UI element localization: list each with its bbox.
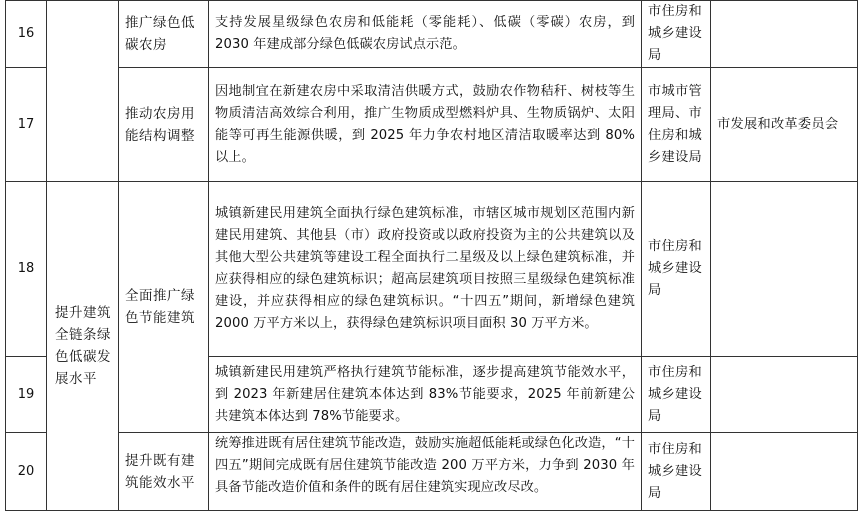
category-cell: 提升建筑全链条绿色低碳发展水平	[47, 182, 119, 511]
lead-dept-cell: 市住房和城乡建设局	[642, 433, 711, 511]
table-row	[6, 433, 858, 511]
content-cell: 城镇新建民用建筑全面执行绿色建筑标准，市辖区城市规划区范围内新建民用建筑、其他县（市）政府投资或以政府投资为主的公共建筑以及其他大型公共建筑等建设工程全面执行二星级及以上绿色建筑标准，并应获得相应的绿色建筑标识；超高层建筑项目按照三星级绿色建筑标准建设，并应获得相应的绿色建筑标识。“十四五”期间，新增绿色建筑 2000 万平方米以上，获得绿色建筑标识项目面积 30 万平方米。	[209, 182, 642, 357]
lead-dept-cell: 市住房和城乡建设局	[642, 357, 711, 433]
row-number: 18	[6, 182, 47, 357]
task-cell: 提升既有建筑能效水平	[119, 433, 209, 511]
row-number: 16	[6, 1, 47, 68]
policy-table-wrapper	[5, 0, 858, 511]
content-cell-text: 统筹推进既有居住建筑节能改造，鼓励实施超低能耗或绿色化改造，“十四五”期间完成既有居住建筑节能改造 200 万平方米，力争到 2030 年具备节能改造价值和条件的既有居住建筑实现应改尽改。	[215, 436, 635, 495]
content-cell: 城镇新建民用建筑严格执行建筑节能标准，逐步提高建筑节能效水平，到 2023 年新建居住建筑本体达到 83%节能要求，2025 年前新建公共建筑本体达到 78%节能要求。	[209, 357, 642, 433]
task-cell: 推广绿色低碳农房	[119, 1, 209, 68]
row-number: 20	[6, 433, 47, 511]
table-row	[6, 68, 858, 182]
coop-dept-cell	[711, 1, 858, 68]
content-cell: 支持发展星级绿色农房和低能耗（零能耗）、低碳（零碳）农房，到 2030 年建成部分绿色低碳农房试点示范。	[209, 1, 642, 68]
coop-dept-cell	[711, 433, 858, 511]
lead-dept-cell: 市城市管理局、市住房和城乡建设局	[642, 68, 711, 182]
task-cell: 推动农房用能结构调整	[119, 68, 209, 182]
row-number: 17	[6, 68, 47, 182]
table-row	[6, 182, 858, 357]
row-number: 19	[6, 357, 47, 433]
coop-dept-cell	[711, 357, 858, 433]
table-row	[6, 1, 858, 68]
lead-dept-cell: 市住房和城乡建设局	[642, 1, 711, 68]
policy-table	[5, 0, 858, 511]
coop-dept-cell	[711, 182, 858, 357]
content-cell: 因地制宜在新建农房中采取清洁供暖方式，鼓励农作物秸秆、树枝等生物质清洁高效综合利用，推广生物质成型燃料炉具、生物质锅炉、太阳能等可再生能源供暖，到 2025 年力争农村地区清洁取暖率达到 80%以上。	[209, 68, 642, 182]
task-cell: 全面推广绿色节能建筑	[119, 182, 209, 433]
category-cell-empty	[47, 1, 119, 182]
coop-dept-cell: 市发展和改革委员会	[711, 68, 858, 182]
lead-dept-cell: 市住房和城乡建设局	[642, 182, 711, 357]
content-cell	[209, 433, 642, 511]
